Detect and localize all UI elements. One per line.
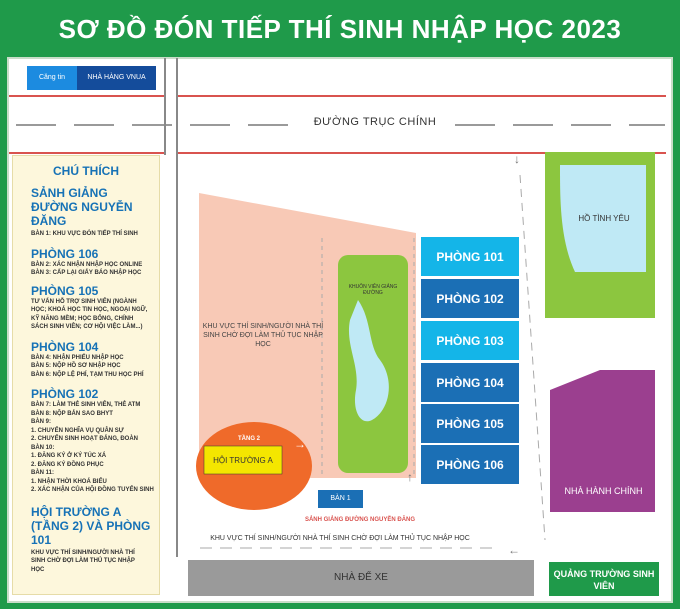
floor2-label: TẦNG 2: [238, 436, 261, 442]
restaurant-label: NHÀ HÀNG VNUA: [77, 66, 156, 90]
canteen-label: Căng tin: [27, 66, 77, 90]
lobby-label: SẢNH GIẢNG ĐƯỜNG NGUYỄN ĐĂNG: [304, 517, 416, 523]
room-106: PHÒNG 106: [420, 444, 520, 485]
legend-section-title: PHÒNG 106: [31, 246, 99, 261]
legend-section-title: PHÒNG 102: [31, 387, 99, 401]
hall-a-label: HỘI TRƯỜNG A: [213, 456, 273, 465]
desk1-label: BÀN 1: [318, 490, 363, 508]
legend-item: 2. ĐĂNG KÝ ĐỒNG PHỤC: [31, 461, 104, 468]
arrow-down-icon: ↓: [514, 152, 520, 166]
legend-item: BÀN 1: KHU VỰC ĐÓN TIẾP THÍ SINH: [31, 231, 138, 237]
lake-label: HỒ TÌNH YÊU: [578, 214, 630, 223]
main-road-label: ĐƯỜNG TRỤC CHÍNH: [313, 116, 437, 128]
arrow-left-icon: ←: [508, 543, 520, 557]
walkway-line: [520, 175, 545, 540]
arrow-right-icon: →: [294, 437, 306, 451]
room-104: PHÒNG 104: [420, 362, 520, 403]
waiting-area-label: KHU VỰC THÍ SINH/NGƯỜI NHÀ THÍ SINH CHỜ ĐỢI LÀM THỦ TỤC NHẬP HỌC: [202, 323, 324, 348]
legend-item: BÀN 5: NỘP HỒ SƠ NHẬP HỌC: [31, 363, 121, 369]
legend-item: 1. NHẬN THỜI KHOÁ BIỂU: [31, 478, 107, 485]
room-101: PHÒNG 101: [420, 236, 520, 277]
legend-item: 2. XÁC NHẬN CỦA HỘI ĐỒNG TUYỂN SINH: [31, 487, 154, 493]
legend-item: BÀN 11:: [31, 470, 55, 476]
legend-item: BÀN 8: NỘP BẢN SAO BHYT: [31, 410, 113, 417]
legend-item: TƯ VẤN HỖ TRỢ SINH VIÊN (NGÀNH HỌC; KHOÁ HỌC TIN HỌC, NGOẠI NGỮ, KỸ NĂNG MỀM; HỌC BỔNG, CHÍNH SÁCH SINH VIÊN; CƠ HỘI VIỆC LÀM...): [31, 298, 148, 330]
legend-item: BÀN 2: XÁC NHẬN NHẬP HỌC ONLINE: [31, 261, 143, 268]
legend-item: BÀN 6: NỘP LỆ PHÍ, TẠM THU HỌC PHÍ: [31, 371, 144, 378]
parking-label: NHÀ ĐỂ XE: [334, 572, 388, 583]
legend-item: BÀN 3: CẤP LẠI GIẤY BÁO NHẬP HỌC: [31, 270, 142, 276]
square-label: QUẢNG TRƯỜNG SINH VIÊN: [549, 562, 659, 596]
legend-item: 1. ĐĂNG KÝ Ở KÝ TÚC XÁ: [31, 453, 107, 459]
legend-item: KHU VỰC THÍ SINH/NGƯỜI NHÀ THÍ SINH CHỜ ĐỢI LÀM THỦ TỤC NHẬP HỌC: [31, 549, 135, 573]
legend-section-title: SẢNH GIẢNG ĐƯỜNG NGUYỄN ĐĂNG: [31, 186, 133, 228]
page-title: SƠ ĐỒ ĐÓN TIẾP THÍ SINH NHẬP HỌC 2023: [58, 14, 622, 44]
legend-item: 1. CHUYỂN NGHĨA VỤ QUÂN SỰ: [31, 427, 124, 434]
room-102: PHÒNG 102: [420, 278, 520, 319]
legend-item: BÀN 4: NHẬN PHIẾU NHẬP HỌC: [31, 354, 124, 361]
legend-item: BÀN 10:: [31, 444, 55, 451]
legend-section-title: PHÒNG 105: [31, 283, 99, 298]
legend-section-title: PHÒNG 104: [31, 339, 99, 354]
room-105: PHÒNG 105: [420, 403, 520, 444]
bottom-waiting-label: KHU VỰC THÍ SINH/NGƯỜI NHÀ THÍ SINH CHỜ ĐỢI LÀM THỦ TỤC NHẬP HỌC: [210, 535, 470, 542]
legend-item: BÀN 9:: [31, 419, 52, 425]
room-103: PHÒNG 103: [420, 320, 520, 361]
arrow-up-icon: ↑: [407, 470, 413, 484]
legend-heading: CHÚ THÍCH: [53, 164, 119, 178]
legend-section-title: HỘI TRƯỜNG A (TẦNG 2) VÀ PHÒNG 101: [31, 504, 151, 547]
legend-item: BÀN 7: LÀM THẺ SINH VIÊN, THẺ ATM: [31, 402, 141, 408]
campus-garden-label: KHUÔN VIÊN GIẢNG ĐƯỜNG: [348, 284, 398, 296]
admin-label: NHÀ HÀNH CHÍNH: [564, 486, 643, 496]
legend-item: 2. CHUYỂN SINH HOẠT ĐẢNG, ĐOÀN: [31, 436, 139, 442]
